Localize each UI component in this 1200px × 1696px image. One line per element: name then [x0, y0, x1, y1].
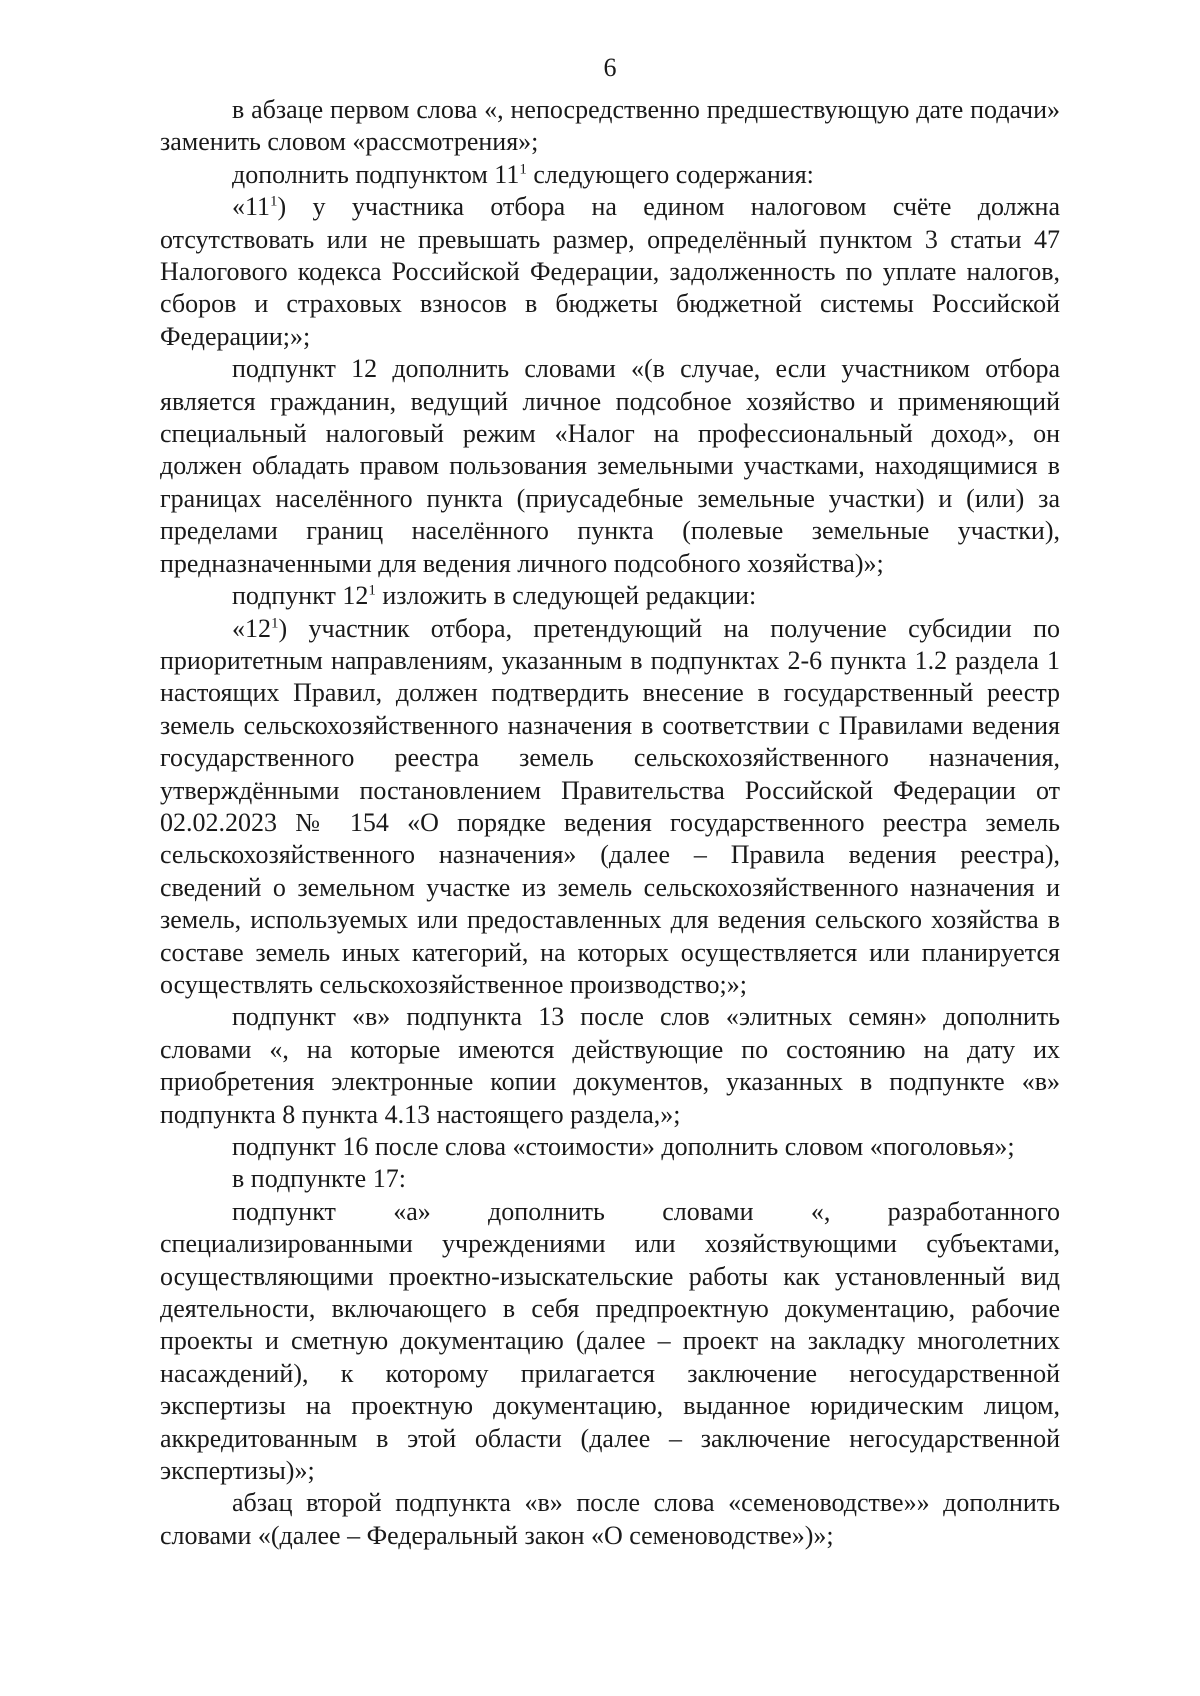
- paragraph: [160, 191, 1060, 353]
- page-number: 6: [603, 53, 617, 82]
- document-page: [160, 52, 1060, 1652]
- text-run: в подпункте 17:: [232, 1164, 406, 1194]
- text-run: изложить в следующей редакции:: [375, 581, 757, 611]
- text-run: подпункт 12 дополнить словами «(в случае, если участником отбора является гражданин, ведущий личное подсобное хозяйство и применяющий специальный налоговый режим «Налог на профессиональный доход», он должен обладать правом пользования земельными участками, находящимися в границах населённого пункта (приусадебные земельные участки) и (или) за пределами границ населённого пункта (полевые земельные участки), предназначенными для ведения личного подсобного хозяйства)»;: [160, 354, 1060, 578]
- text-run: дополнить подпунктом 11: [232, 159, 520, 189]
- paragraph: [160, 613, 1060, 1002]
- paragraph: [160, 580, 1060, 612]
- text-run: следующего содержания:: [526, 159, 814, 189]
- text-run: «12: [232, 613, 271, 643]
- paragraph: [160, 1196, 1060, 1488]
- text-run: ) у участника отбора на едином налоговом счёте должна отсутствовать или не превышать размер, определённый пунктом 3 статьи 47 Налогового кодекса Российской Федерации, задолженность по уплате налогов, сборов и страховых взносов в бюджеты бюджетной системы Российской Федерации;»;: [160, 192, 1060, 351]
- paragraph: [160, 1001, 1060, 1131]
- text-run: подпункт «а» дополнить словами «, разработанного специализированными учреждениями или хозяйствующими субъектами, осуществляющими проектно-изыскательские работы как установленный вид деятельности, включающего в себя предпроектную документацию, рабочие проекты и сметную документацию (далее – проект на закладку многолетних насаждений), к которому прилагается заключение негосударственной экспертизы на проектную документацию, выданное юридическим лицом, аккредитованным в этой области (далее – заключение негосударственной экспертизы)»;: [160, 1196, 1060, 1486]
- paragraph: [160, 1163, 1060, 1195]
- paragraph: [160, 94, 1060, 159]
- text-run: ) участник отбора, претендующий на получение субсидии по приоритетным направлениям, указанным в подпунктах 2-6 пункта 1.2 раздела 1 настоящих Правил, должен подтвердить внесение в государственный реестр земель сельскохозяйственного назначения в соответствии с Правилами ведения государственного реестра земель сельскохозяйственного назначения, утверждёнными постановлением Правительства Российской Федерации от 02.02.2023 № 154 «О порядке ведения государственного реестра земель сельскохозяйственного назначения» (далее – Правила ведения реестра), сведений о земельном участке из земель сельскохозяйственного назначения и земель, используемых или предоставленных для ведения сельского хозяйства в составе земель иных категорий, на которых осуществляется или планируется осуществлять сельскохозяйственное производство;»;: [160, 613, 1060, 999]
- superscript: 1: [270, 193, 278, 210]
- text-run: в абзаце первом слова «, непосредственно предшествующую дате подачи» заменить словом «рассмотрения»;: [160, 95, 1060, 157]
- paragraph: [160, 1487, 1060, 1552]
- superscript: 1: [271, 614, 279, 631]
- paragraph: [160, 159, 1060, 191]
- text-run: подпункт «в» подпункта 13 после слов «элитных семян» дополнить словами «, на которые имеются действующие по состоянию на дату их приобретения электронные копии документов, указанных в подпункте «в» подпункта 8 пункта 4.13 настоящего раздела,»;: [160, 1002, 1060, 1129]
- text-run: подпункт 12: [232, 581, 369, 611]
- text-run: абзац второй подпункта «в» после слова «семеноводстве»» дополнить словами «(далее – Федеральный закон «О семеноводстве»)»;: [160, 1488, 1060, 1550]
- text-run: подпункт 16 после слова «стоимости» дополнить словом «поголовья»;: [232, 1132, 1015, 1161]
- superscript: 1: [368, 582, 376, 599]
- paragraph: [160, 353, 1060, 580]
- text-run: «11: [232, 192, 271, 222]
- document-body: [160, 94, 1060, 1552]
- superscript: 1: [519, 161, 527, 178]
- paragraph: [160, 1131, 1060, 1163]
